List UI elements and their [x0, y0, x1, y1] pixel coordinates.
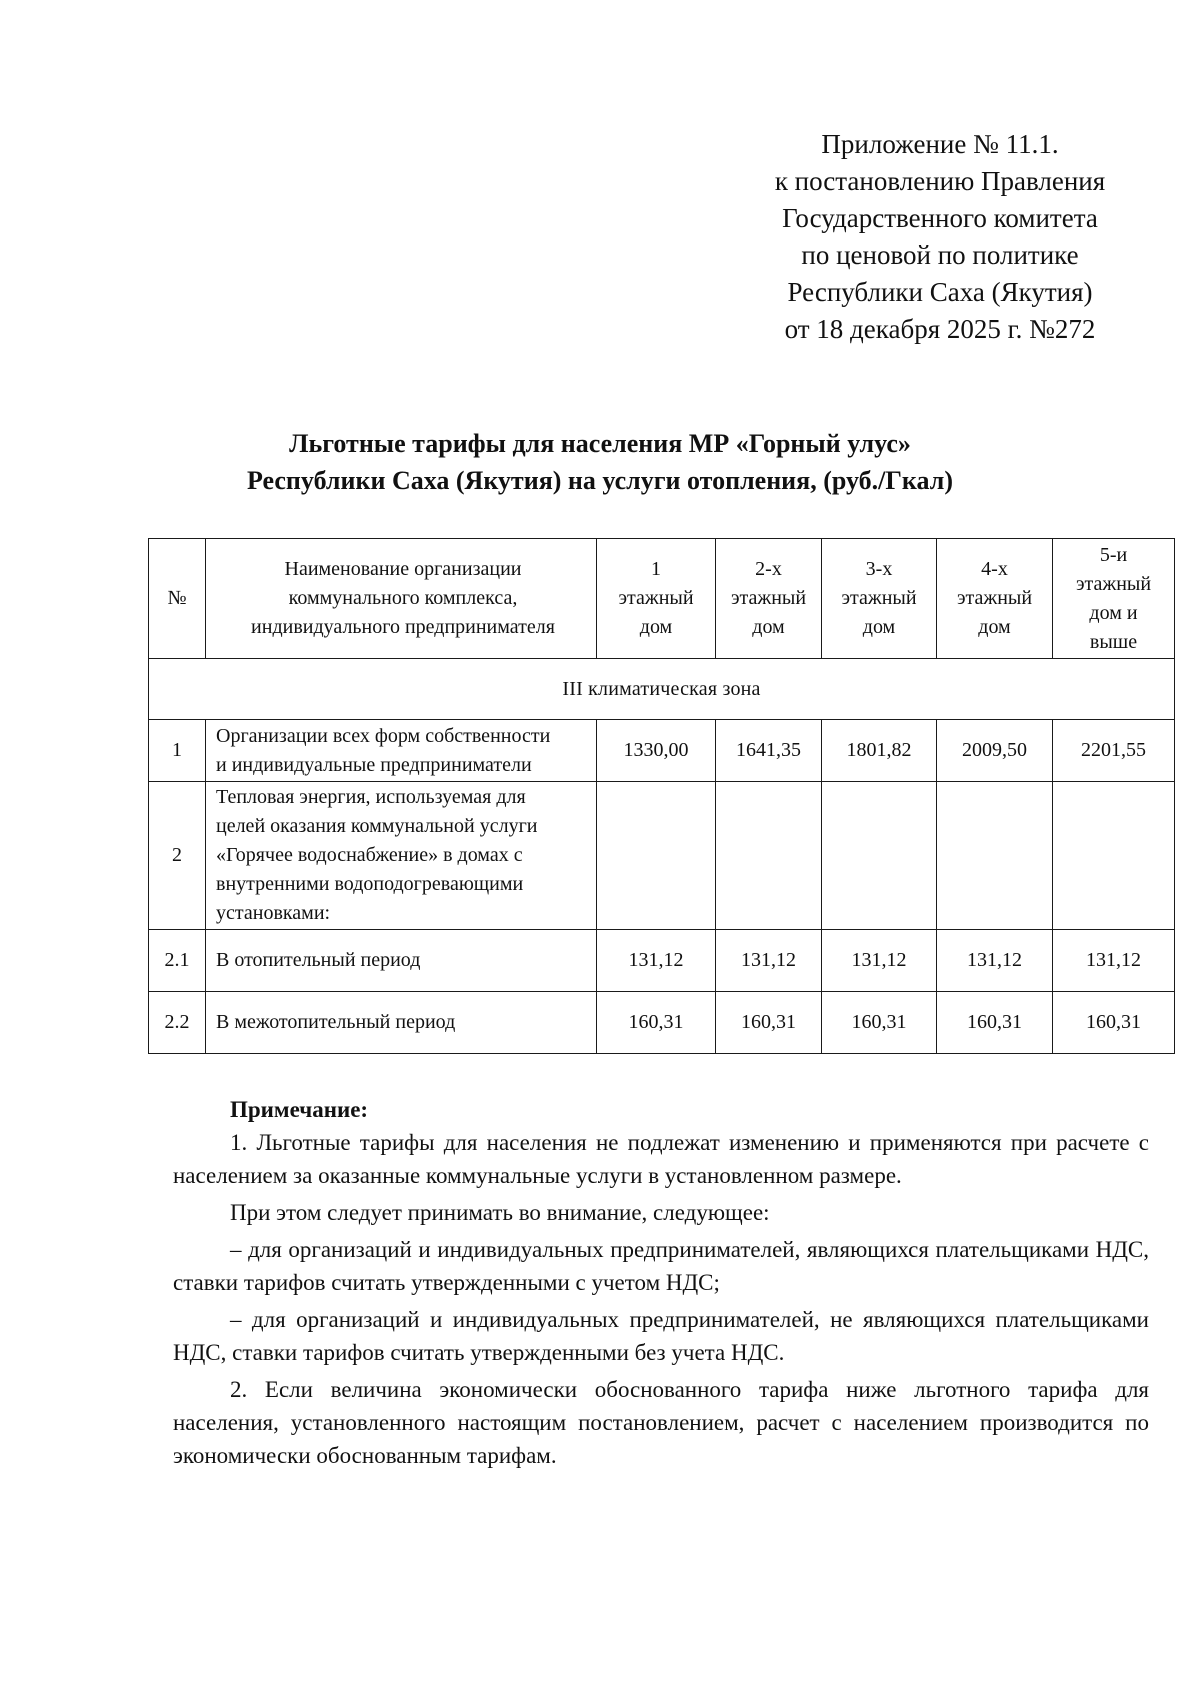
row-value: 1801,82 [822, 720, 937, 782]
row-name: Тепловая энергия, используемая для целей оказания коммунальной услуги «Горячее водоснабжение» в домах с внутренними водоподогревающими установками: [206, 782, 597, 930]
note-paragraph-5: 2. Если величина экономически обоснованного тарифа ниже льготного тарифа для населения, установленного настоящим постановлением, расчет с населением производится по экономически обоснованным тарифам. [173, 1377, 1149, 1468]
header-col-1-floor: 1 этажный дом [597, 539, 716, 659]
table-row [149, 930, 1175, 992]
appendix-block [680, 126, 1200, 348]
row-value: 160,31 [597, 992, 716, 1054]
row-value: 160,31 [1053, 992, 1175, 1054]
row-value: 131,12 [937, 930, 1053, 992]
notes-heading: Примечание: [230, 1097, 369, 1122]
row-value: 1330,00 [597, 720, 716, 782]
note-paragraph-4: – для организаций и индивидуальных предпринимателей, не являющихся плательщиками НДС, ставки тарифов считать утвержденными без учета НДС. [173, 1307, 1149, 1365]
row-num: 2.2 [149, 992, 206, 1054]
note-paragraph-3: – для организаций и индивидуальных предпринимателей, являющихся плательщиками НДС, ставки тарифов считать утвержденными с учетом НДС; [173, 1237, 1149, 1295]
document-title [0, 425, 1200, 499]
row-value: 160,31 [937, 992, 1053, 1054]
row-num: 1 [149, 720, 206, 782]
header-name: Наименование организации коммунального комплекса, индивидуального предпринимателя [206, 539, 597, 659]
header-col-2-floor: 2-х этажный дом [716, 539, 822, 659]
zone-row [149, 659, 1175, 720]
climate-zone-label: III климатическая зона [149, 659, 1175, 720]
header-col-4-floor: 4-х этажный дом [937, 539, 1053, 659]
row-value: 160,31 [716, 992, 822, 1054]
appendix-line: по ценовой по политике [801, 240, 1079, 270]
row-value [597, 782, 716, 930]
table-row [149, 720, 1175, 782]
header-num: № [149, 539, 206, 659]
appendix-line: к постановлению Правления [774, 166, 1106, 196]
row-value: 131,12 [597, 930, 716, 992]
row-value [1053, 782, 1175, 930]
row-value [822, 782, 937, 930]
row-value: 2009,50 [937, 720, 1053, 782]
appendix-line: Государственного комитета [782, 203, 1098, 233]
appendix-line: Республики Саха (Якутия) [787, 277, 1093, 307]
header-col-5-floor: 5-и этажный дом и выше [1053, 539, 1175, 659]
appendix-line: Приложение № 11.1. [821, 129, 1059, 159]
table-row [149, 782, 1175, 930]
notes-section [173, 1093, 1149, 1472]
title-line-2: Республики Саха (Якутия) на услуги отопления, (руб./Гкал) [247, 466, 953, 495]
row-name: В межотопительный период [206, 992, 597, 1054]
header-col-3-floor: 3-х этажный дом [822, 539, 937, 659]
note-paragraph-2: При этом следует принимать во внимание, следующее: [230, 1200, 770, 1225]
row-num: 2.1 [149, 930, 206, 992]
row-value [937, 782, 1053, 930]
row-value: 131,12 [822, 930, 937, 992]
row-name: Организации всех форм собственности и индивидуальные предприниматели [206, 720, 597, 782]
row-value: 2201,55 [1053, 720, 1175, 782]
appendix-line: от 18 декабря 2025 г. №272 [784, 314, 1096, 344]
table-header-row [149, 539, 1175, 659]
title-line-1: Льготные тарифы для населения МР «Горный улус» [289, 429, 911, 458]
row-value: 1641,35 [716, 720, 822, 782]
row-value: 131,12 [1053, 930, 1175, 992]
row-num: 2 [149, 782, 206, 930]
row-value [716, 782, 822, 930]
table-row [149, 992, 1175, 1054]
note-paragraph-1: 1. Льготные тарифы для населения не подлежат изменению и применяются при расчете с населением за оказанные коммунальные услуги в установленном размере. [173, 1130, 1149, 1188]
row-value: 131,12 [716, 930, 822, 992]
tariffs-table [148, 538, 1175, 1054]
row-value: 160,31 [822, 992, 937, 1054]
row-name: В отопительный период [206, 930, 597, 992]
